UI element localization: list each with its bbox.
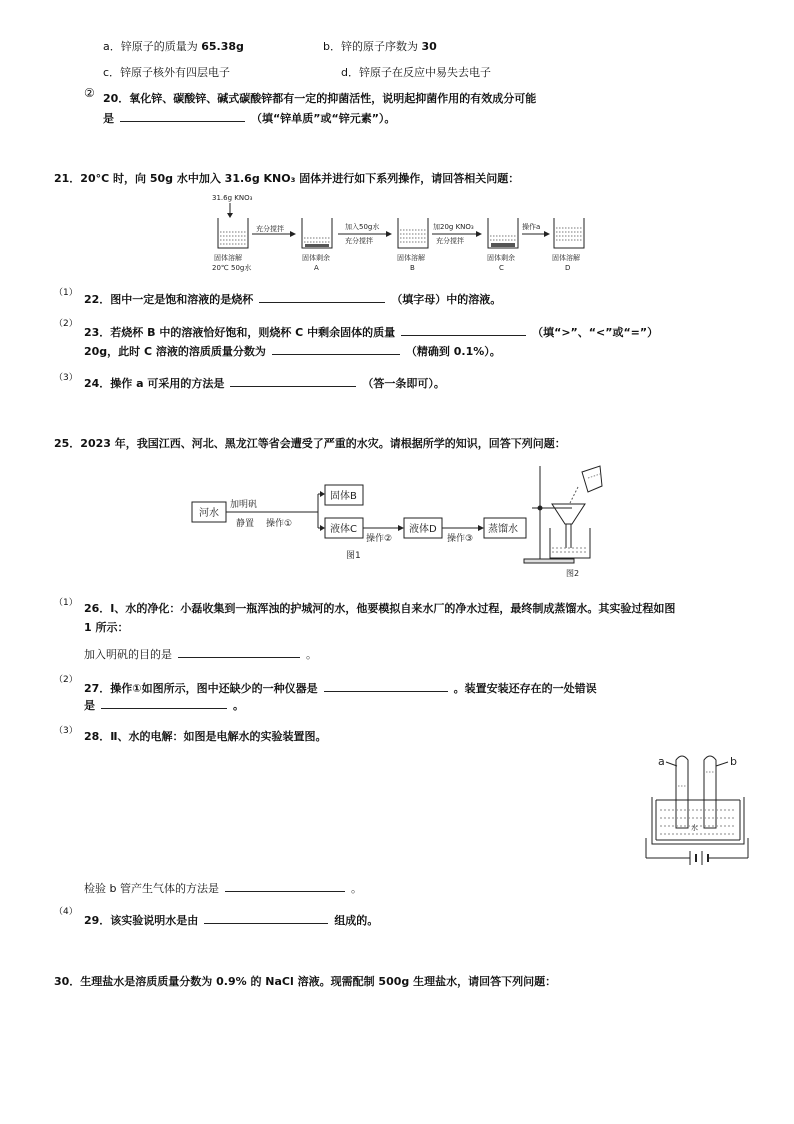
fig1-caption: 图1 — [346, 551, 361, 561]
step-2: 加入50g水 — [345, 223, 380, 231]
option-key: b． — [323, 40, 341, 53]
q20-line2-prefix: 是 — [103, 112, 114, 125]
q20-line1: 20．氧化锌、碳酸锌、碱式碳酸锌都有一定的抑菌活性，说明起抑菌作用的有效成分可能 — [103, 92, 537, 105]
q24-prefix: 24．操作 a 可采用的方法是 — [84, 377, 225, 390]
beaker-4-sub: C — [499, 264, 504, 272]
q27-line2-suffix: 。 — [233, 699, 244, 712]
option-text: 锌原子核外有四层电子 — [120, 66, 231, 79]
tube-a-label: a — [658, 755, 665, 768]
q23-line2-prefix: 20g，此时 C 溶液的溶质质量分数为 — [84, 345, 266, 358]
beaker-4-label: 固体剩余 — [487, 254, 515, 262]
op1-label: 操作① — [266, 519, 293, 529]
q29-line — [84, 912, 378, 928]
beaker-3-sub: B — [410, 264, 415, 272]
beaker-2-sub: A — [314, 264, 319, 272]
step-6: 操作a — [522, 223, 541, 231]
q28-line1: 28．Ⅱ、水的电解：如图是电解水的实验装置图。 — [84, 730, 327, 743]
step-3: 充分搅拌 — [345, 237, 373, 245]
option-text: 锌原子的质量为 — [120, 40, 202, 53]
q27-line2-prefix: 是 — [84, 699, 95, 712]
option-value: 30 — [421, 40, 437, 53]
q20-marker: ② — [84, 86, 95, 100]
tube-b-label: b — [730, 755, 737, 768]
op2-label: 操作② — [366, 534, 393, 544]
alum-label: 加明矾 — [230, 500, 258, 510]
fig2-caption: 图2 — [566, 569, 580, 578]
op3-label: 操作③ — [447, 534, 474, 544]
beaker-2-label: 固体剩余 — [302, 254, 330, 262]
q27-suffix: 。装置安装还存在的一处错误 — [453, 682, 597, 695]
option-text: 锌原子在反应中易失去电子 — [358, 66, 491, 79]
q29-tag: （4） — [54, 907, 78, 917]
option-key: d． — [341, 66, 359, 79]
q27-prefix: 27．操作①如图所示，图中还缺少的一种仪器是 — [84, 682, 318, 695]
electrolysis-apparatus — [646, 756, 748, 865]
q22-tag: （1） — [54, 288, 78, 298]
q30-stem: 30．生理盐水是溶质质量分数为 0.9% 的 NaCl 溶液。现需配制 500g 生理盐水，请回答下列问题： — [54, 975, 557, 988]
settle-label: 静置 — [236, 519, 255, 529]
kno3-top-label: 31.6g KNO₃ — [212, 194, 253, 202]
q27-tag: （2） — [54, 675, 78, 685]
q26-line3-suffix: 。 — [306, 648, 317, 661]
water-label: 水 — [691, 824, 698, 832]
beaker-3-label: 固体溶解 — [397, 254, 425, 262]
q25-stem: 25．2023 年，我国江西、河北、黑龙江等省会遭受了严重的水灾。请根据所学的知识，回答下列问题： — [54, 437, 566, 450]
q23-prefix: 23．若烧杯 B 中的溶液恰好饱和，则烧杯 C 中剩余固体的质量 — [84, 326, 396, 339]
q28-answer-blank[interactable] — [225, 880, 345, 892]
q28-check-line — [84, 880, 362, 896]
q26-tag: （1） — [54, 598, 78, 608]
beaker-5-sub: D — [565, 264, 571, 272]
q26-line1: 26．Ⅰ、水的净化：小磊收集到一瓶浑浊的护城河的水，他要模拟自来水厂的净水过程，最终制成蒸馏水。其实验过程如图 — [84, 602, 676, 615]
q23-line2-suffix: （精确到 0.1%）。 — [405, 345, 501, 358]
option-text: 锌的原子序数为 — [340, 40, 422, 53]
q29-suffix: 组成的。 — [334, 914, 379, 927]
q28-tag: （3） — [54, 726, 78, 736]
beaker-5-label: 固体溶解 — [552, 254, 580, 262]
q22-prefix: 22．图中一定是饱和溶液的是烧杯 — [84, 293, 254, 306]
q29-prefix: 29．该实验说明水是由 — [84, 914, 199, 927]
q23-tag: （2） — [54, 319, 78, 329]
q28-check-suffix: 。 — [350, 882, 362, 895]
river-box: 河水 — [199, 508, 219, 519]
q28-check-prefix: 检验 b 管产生气体的方法是 — [84, 882, 219, 895]
distilled-box: 蒸馏水 — [488, 524, 518, 535]
q23-suffix: （填“>”、“<”或“=”） — [532, 326, 659, 339]
step-1: 充分搅拌 — [256, 225, 284, 233]
beaker-1-label: 固体溶解 — [214, 254, 242, 262]
q22-suffix: （填字母）中的溶液。 — [391, 293, 502, 306]
q29-answer-blank[interactable] — [204, 912, 328, 924]
q24-tag: （3） — [54, 373, 78, 383]
q26-line2: 1 所示： — [84, 621, 129, 634]
beaker-1-sub: 20℃ 50g水 — [212, 264, 252, 272]
option-key: c． — [103, 66, 121, 79]
option-value: 65.38g — [201, 40, 244, 53]
solid-b-box: 固体B — [330, 491, 357, 502]
q21-stem: 21．20°C 时，向 50g 水中加入 31.6g KNO₃ 固体并进行如下系列操作，请回答相关问题： — [54, 172, 520, 185]
step-4: 加20g KNO₃ — [433, 223, 474, 231]
q24-suffix: （答一条即可）。 — [362, 377, 445, 390]
liquid-c-box: 液体C — [330, 524, 357, 535]
q20-line2-suffix: （填“锌单质”或“锌元素”）。 — [251, 112, 396, 125]
option-key: a． — [103, 40, 121, 53]
q26-line3-prefix: 加入明矾的目的是 — [84, 648, 172, 661]
step-5: 充分搅拌 — [436, 237, 464, 245]
liquid-d-box: 液体D — [409, 524, 437, 535]
